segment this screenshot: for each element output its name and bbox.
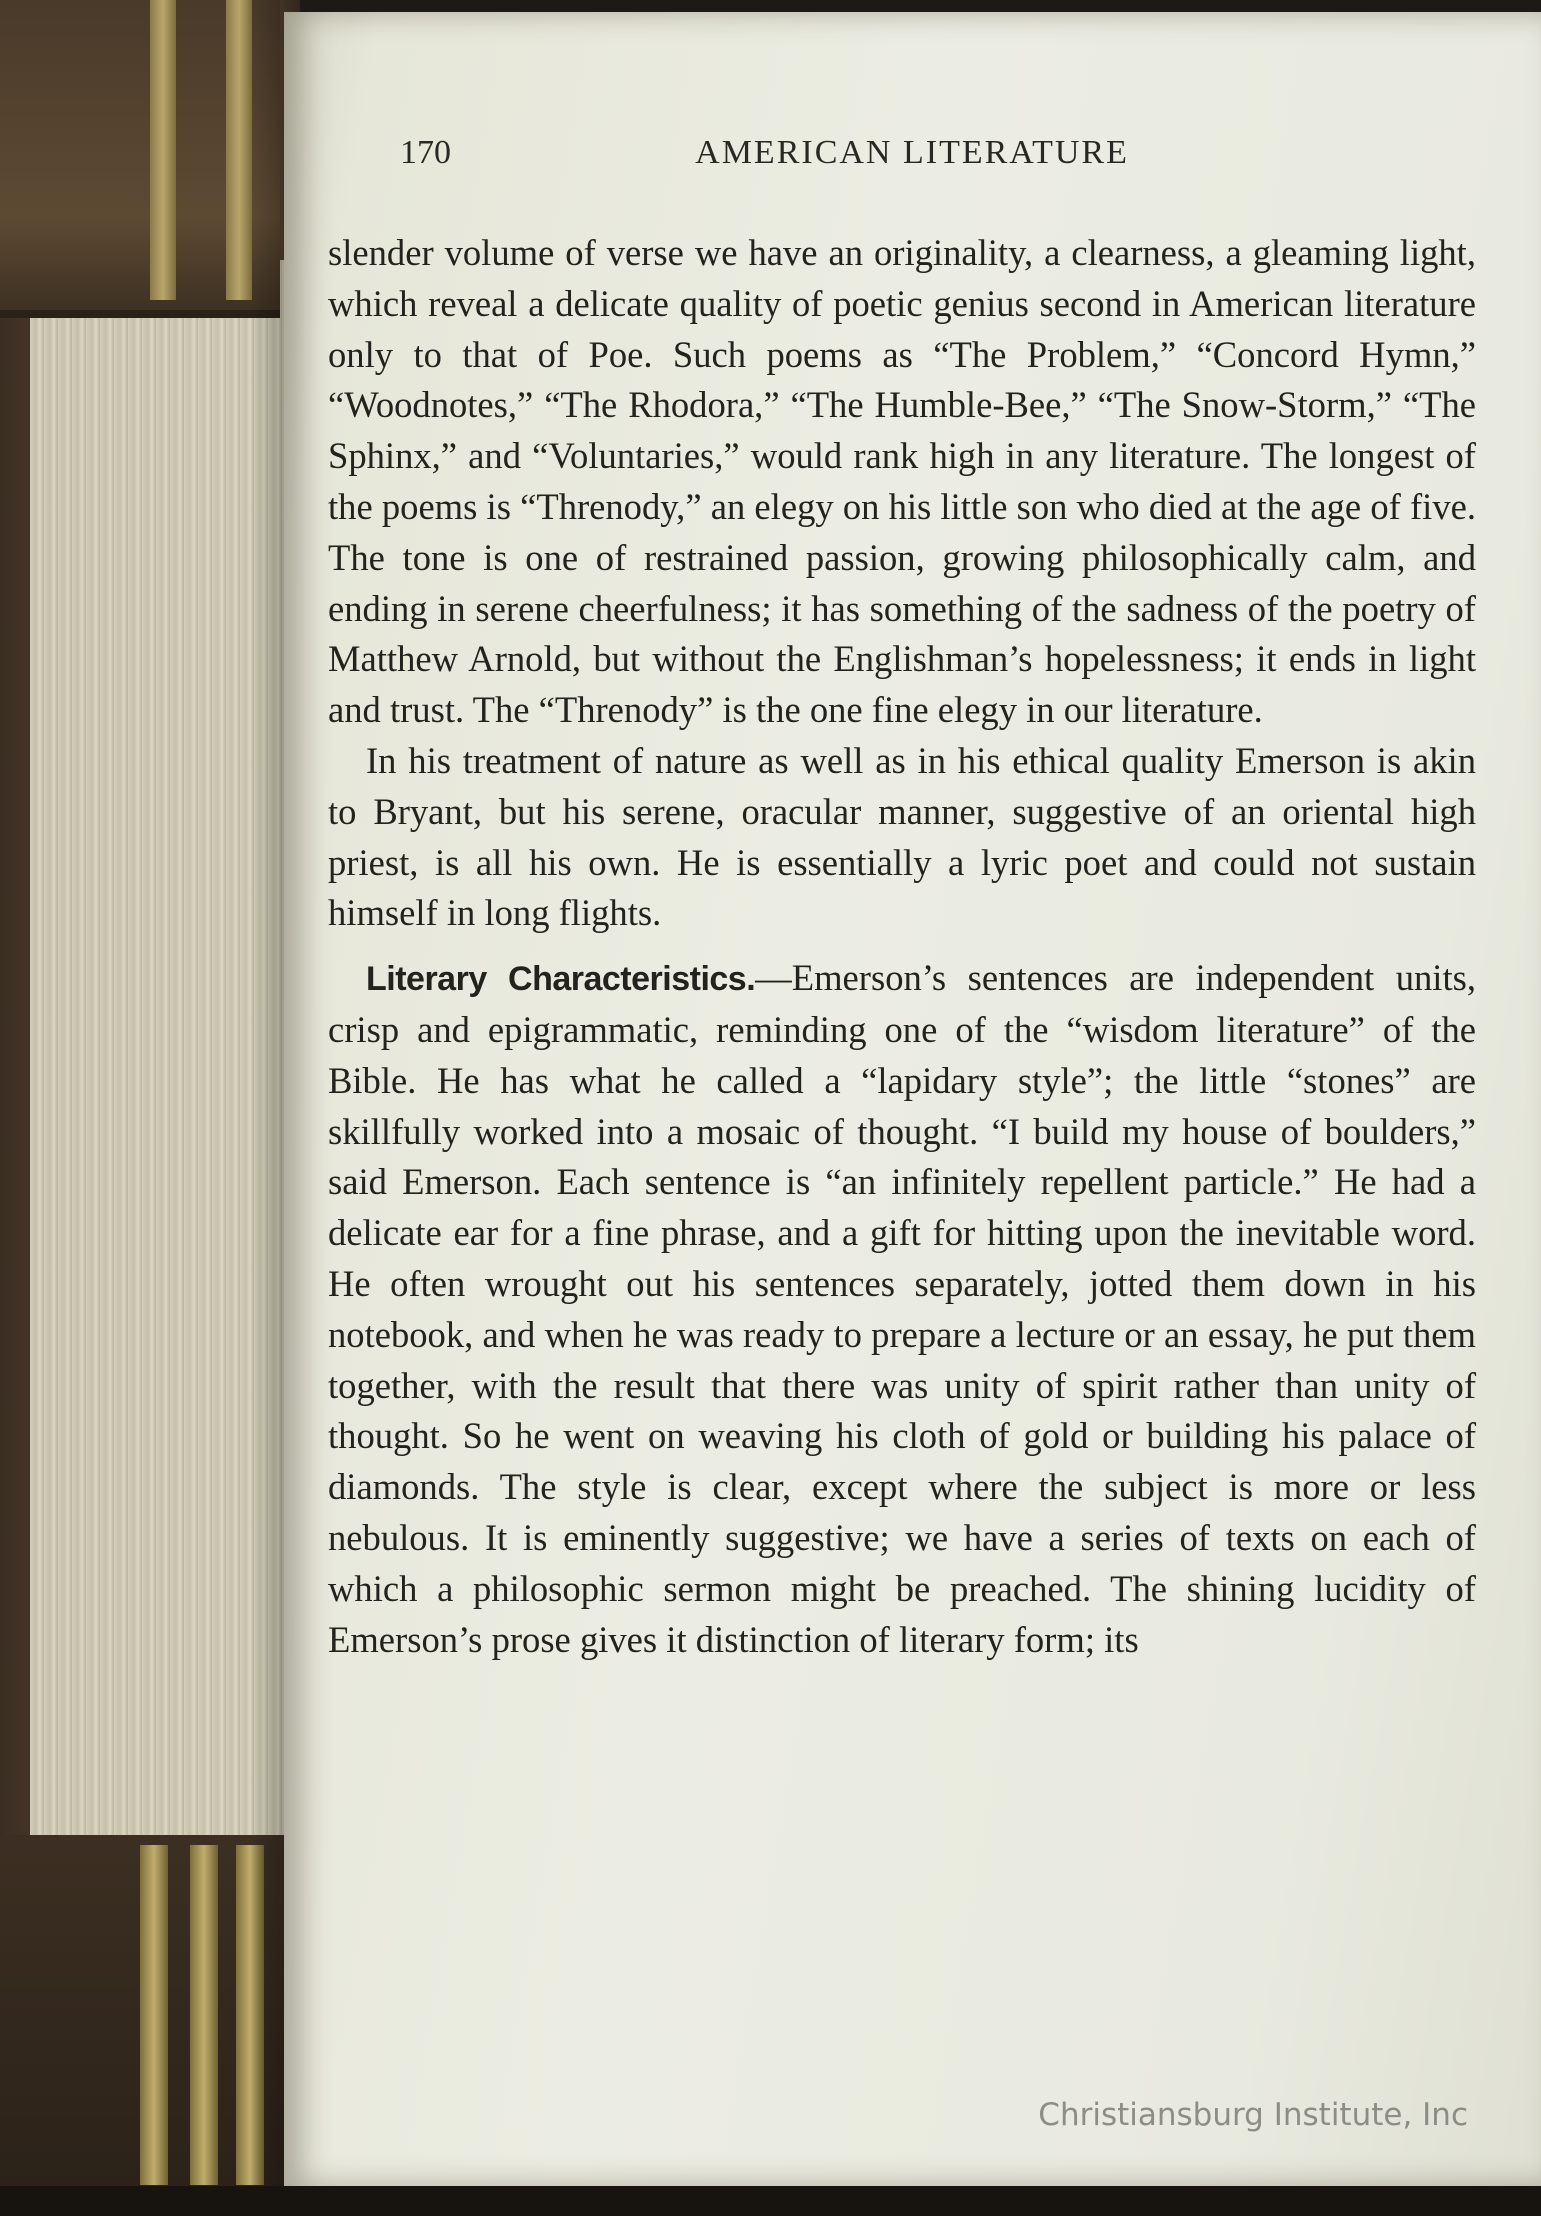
watermark: Christiansburg Institute, Inc <box>1038 2097 1468 2133</box>
bottom-shadow-band <box>0 2186 1541 2216</box>
paragraph-nature: In his treatment of nature as well as in his ethical quality Emerson is akin to Bryant, but his serene, oracular manner, suggestive of an oriental high priest, is all his own. He is essentially a lyric poet and could not sustain himself in long flights. <box>328 739 1476 934</box>
page-number: 170 <box>400 134 451 171</box>
paragraph-continuation: slender volume of verse we have an originality, a clearness, a gleaming light, which reveal a delicate quality of poetic genius second in American literature only to that of Poe. Such poems as “The Problem,” “Concord Hymn,” “Woodnotes,” “The Rhodora,” “The Humble-Bee,” “The Snow-Storm,” “The Sphinx,” and “Voluntaries,” would rank high in any literature. The longest of the poems is “Threnody,” an elegy on his little son who died at the age of five. The tone is one of restrained passion, growing philosophically calm, and ending in serene cheerfulness; it has something of the sadness of the poetry of Matthew Arnold, but without the Englishman’s hopelessness; it ends in light and trust. The “Threnody” is the one fine elegy in our literature. <box>328 232 1476 731</box>
running-head <box>342 134 1422 184</box>
page-body <box>328 228 1476 1665</box>
book-page <box>284 12 1541 2186</box>
running-title: AMERICAN LITERATURE <box>695 134 1129 171</box>
section-heading: Literary Characteristics. <box>366 960 756 999</box>
bottom-index-tab <box>0 1835 290 2216</box>
top-index-tab <box>0 0 280 318</box>
paragraph-text: —Emerson’s sentences are independent units, crisp and epigrammatic, reminding one of the “wisdom literature” of the Bible. He has what he called a “lapidary style”; the little “stones” are skillfully worked into a mosaic of thought. “I build my house of boulders,” said Emerson. Each sentence is “an infinitely repellent particle.” He had a delicate ear for a fine phrase, and a gift for hitting upon the inevitable word. He often wrought out his sentences separately, jotted them down in his notebook, and when he was ready to prepare a lecture or an essay, he put them together, with the result that there was unity of spirit rather than unity of thought. So he went on weaving his cloth of gold or building his palace of diamonds. The style is clear, except where the subject is more or less nebulous. It is eminently suggestive; we have a series of texts on each of which a philosophic sermon might be preached. The shining lucidity of Emerson’s prose gives it distinction of literary form; its <box>328 957 1476 1660</box>
paragraph-literary-characteristics <box>328 953 1476 1665</box>
